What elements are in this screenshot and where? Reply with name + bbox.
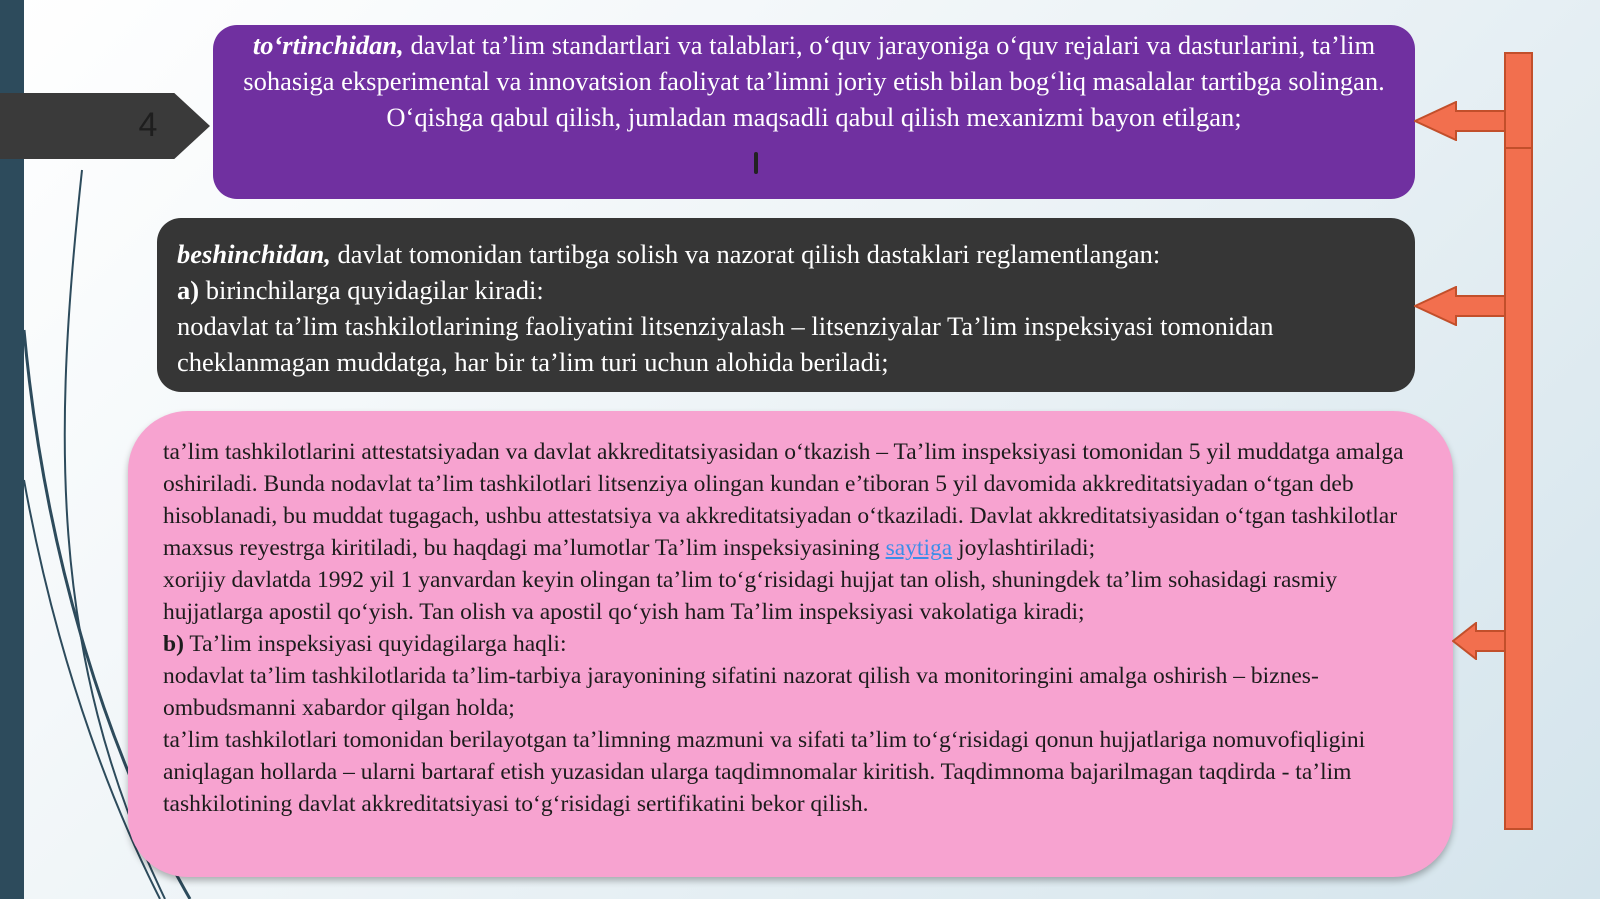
arrow-left-icon xyxy=(1414,286,1506,326)
accreditation-text-end: joylashtiriladi; xyxy=(952,535,1096,561)
section-fifth-intro xyxy=(177,236,1397,272)
arrow-left-icon xyxy=(1452,622,1506,660)
section-fourth-paragraph xyxy=(243,27,1385,135)
accreditation-paragraph xyxy=(163,436,1423,564)
item-b-label: b) xyxy=(163,631,184,657)
orange-bar-divider xyxy=(1504,147,1533,149)
apostille-paragraph: xorijiy davlatda 1992 yil 1 yanvardan keyin olingan ta’lim to‘g‘risidagi hujjat tan olish, shuningdek ta’lim sohasidagi rasmiy hujjatlarga apostil qo‘yish. Tan olish va apostil qo‘yish ham Ta’lim inspeksiyasi vakolatiga kiradi; xyxy=(163,567,1338,625)
item-a-heading xyxy=(177,272,1397,308)
section-fifth-box xyxy=(157,218,1415,392)
licensing-paragraph: nodavlat ta’lim tashkilotlarining faoliyatini litsenziyalash – litsenziyalar Ta’lim inspeksiyasi tomonidan cheklanmagan muddatga, har bir ta’lim turi uchun alohida beriladi; xyxy=(177,311,1274,377)
accreditation-text: ta’lim tashkilotlarini attestatsiyadan va davlat akkreditatsiyasidan o‘tkazish – Ta’lim inspeksiyasi tomonidan 5 yil muddatga amalga oshiriladi. Bunda nodavlat ta’lim tashkilotlari litsenziya olingan kundan e’tiboran 5 yil davomida akkreditatsiyadan o‘tgan deb hisoblanadi, bu muddat tugagach, ushbu attestatsiya va akkreditatsiyadan o‘tkaziladi. Davlat akkreditatsiyasidan o‘tgan tashkilotlar maxsus reyestrga kiritiladi, bu haqdagi ma’lumotlar Ta’lim inspeksiyasining xyxy=(163,439,1404,561)
section-fourth-lead: to‘rtinchidan, xyxy=(252,30,404,60)
section-fifth-lead: beshinchidan, xyxy=(177,239,331,269)
orange-vertical-bar xyxy=(1504,52,1533,830)
slide-number-tab xyxy=(0,93,210,159)
section-fifth-text: davlat tomonidan tartibga solish va nazorat qilish dastaklari reglamentlangan: xyxy=(330,239,1161,269)
item-a-label: a) xyxy=(177,275,200,305)
text-cursor xyxy=(754,152,758,174)
section-fourth-text: davlat ta’lim standartlari va talablari, o‘quv jarayoniga o‘quv rejalari va dasturlarini, ta’lim sohasiga eksperimental va innovatsion faoliyat ta’limni joriy etish bilan bog‘liq masalalar tartibga solingan. O‘qishga qabul qilish, jumladan maqsadli qabul qilish mexanizmi bayon etilgan; xyxy=(243,30,1385,132)
accreditation-box xyxy=(128,411,1453,877)
slide-number: 4 xyxy=(138,106,158,144)
arrow-left-icon xyxy=(1414,101,1506,141)
section-fourth-box xyxy=(213,25,1415,199)
monitoring-paragraph: nodavlat ta’lim tashkilotlarida ta’lim-tarbiya jarayonining sifatini nazorat qilish va monitoringini amalga oshirish – biznes-ombudsmanni xabardor qilgan holda; xyxy=(163,663,1319,721)
item-b-text: Ta’lim inspeksiyasi quyidagilarga haqli: xyxy=(183,631,567,657)
submissions-paragraph: ta’lim tashkilotlari tomonidan berilayotgan ta’limning mazmuni va sifati ta’lim to‘g‘risidagi qonun hujjatlariga nomuvofiqligini aniqlagan hollarda – ularni bartaraf etish yuzasidan ularga taqdimnomalar kiritish. Taqdimnoma bajarilmagan taqdirda - ta’lim tashkilotining davlat akkreditatsiyasi to‘g‘risidagi sertifikatini bekor qilish. xyxy=(163,727,1366,817)
item-b-heading xyxy=(163,628,1423,660)
item-a-text: birinchilarga quyidagilar kiradi: xyxy=(199,275,544,305)
website-link[interactable]: saytiga xyxy=(885,535,953,561)
